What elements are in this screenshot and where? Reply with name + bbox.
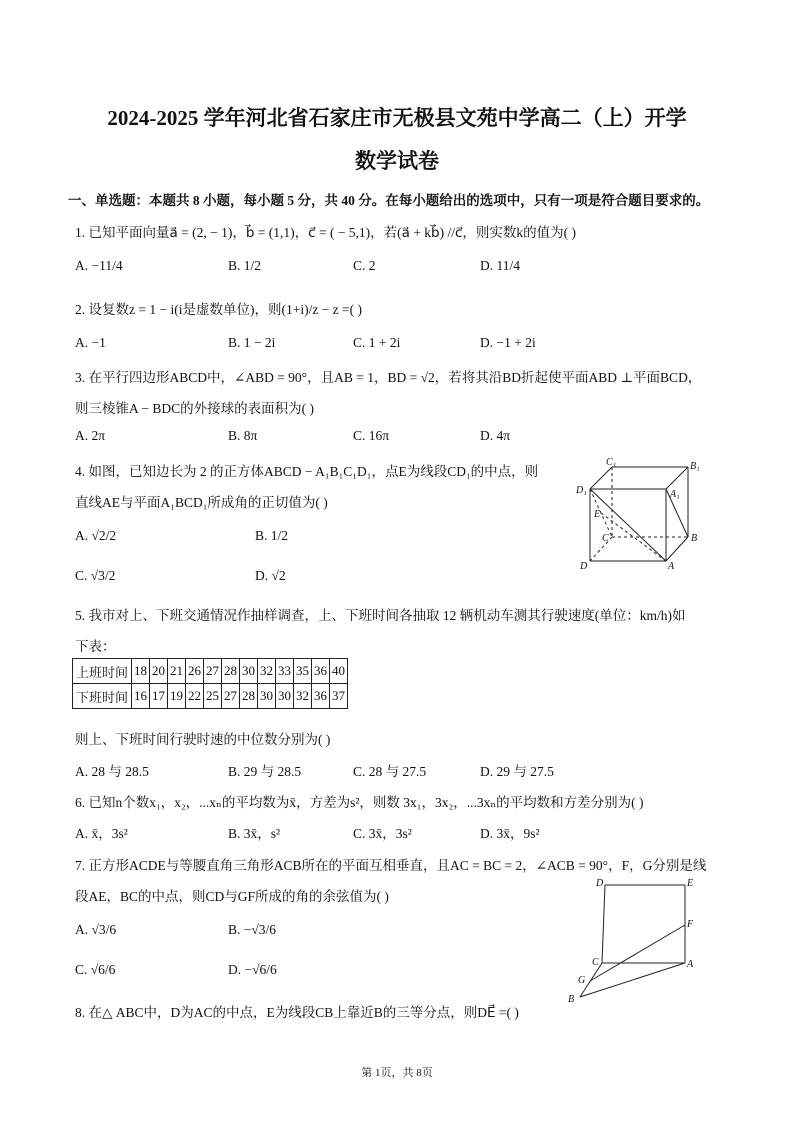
table-cell: 33 xyxy=(276,659,294,684)
row-label: 上班时间 xyxy=(73,659,132,684)
q4-option-c: C. √3/2 xyxy=(75,568,116,583)
question-7: 7. 正方形ACDE与等腰直角三角形ACB所在的平面互相垂直，且AC = BC = 2，∠ACB = 90°，F，G分别是线 xyxy=(75,858,707,873)
q7-option-b: B. −√3/6 xyxy=(228,922,277,937)
q3-option-d: D. 4π xyxy=(480,428,511,443)
table-cell: 30 xyxy=(258,684,276,709)
table-cell: 32 xyxy=(294,684,312,709)
table-cell: 36 xyxy=(312,684,330,709)
label-b1: B₁ xyxy=(690,461,700,472)
speed-table xyxy=(72,658,348,709)
table-cell: 18 xyxy=(132,659,150,684)
question-6: 6. 已知n个数x₁，x₂，...xₙ的平均数为x̄，方差为s²，则数 3x₁，3x₂，...3xₙ的平均数和方差分别为( ) xyxy=(75,795,644,810)
label-b: B xyxy=(568,994,575,1005)
q2-option-a: A. −1 xyxy=(75,335,106,350)
table-cell: 36 xyxy=(312,659,330,684)
question-3: 3. 在平行四边形ABCD中，∠ABD = 90°，且AB = 1，BD = √2，若将其沿BD折起使平面ABD ⊥平面BCD， xyxy=(75,370,702,385)
question-4: 4. 如图，已知边长为 2 的正方体ABCD − A₁B₁C₁D₁，点E为线段CD₁的中点，则 xyxy=(75,464,539,479)
q1-option-b: B. 1/2 xyxy=(228,258,262,273)
label-d1: D₁ xyxy=(576,485,587,496)
q7-option-d: D. −√6/6 xyxy=(228,962,277,977)
q7-option-c: C. √6/6 xyxy=(75,962,116,977)
q6-option-c: C. 3x̄，3s² xyxy=(353,826,412,841)
table-cell: 40 xyxy=(330,659,348,684)
table-cell: 25 xyxy=(204,684,222,709)
q2-option-d: D. −1 + 2i xyxy=(480,335,536,350)
label-e: E xyxy=(594,509,601,520)
table-cell: 26 xyxy=(186,659,204,684)
q2-option-c: C. 1 + 2i xyxy=(353,335,401,350)
table-row xyxy=(73,684,348,709)
table-cell: 35 xyxy=(294,659,312,684)
label-f: F xyxy=(687,919,694,930)
table-cell: 16 xyxy=(132,684,150,709)
table-row xyxy=(73,659,348,684)
q7-option-a: A. √3/6 xyxy=(75,922,117,937)
row-label: 下班时间 xyxy=(73,684,132,709)
q1-option-a: A. −11/4 xyxy=(75,258,123,273)
question-2: 2. 设复数z = 1 − i(i是虚数单位)，则(1+i)/z − z =( ) xyxy=(75,302,363,317)
q5-option-d: D. 29 与 27.5 xyxy=(480,764,554,779)
q5-option-c: C. 28 与 27.5 xyxy=(353,764,427,779)
q5-option-b: B. 29 与 28.5 xyxy=(228,764,302,779)
question-8: 8. 在△ ABC中，D为AC的中点，E为线段CB上靠近B的三等分点，则DE⃗ =( ) xyxy=(75,1005,519,1020)
q3-option-c: C. 16π xyxy=(353,428,390,443)
q3-option-b: B. 8π xyxy=(228,428,258,443)
label-a: A xyxy=(668,561,675,572)
q6-option-b: B. 3x̄，s² xyxy=(228,826,281,841)
q3-option-a: A. 2π xyxy=(75,428,106,443)
table-cell: 37 xyxy=(330,684,348,709)
page-footer: 第 1页，共 8页 xyxy=(361,1067,433,1079)
table-cell: 28 xyxy=(222,659,240,684)
q5-option-a: A. 28 与 28.5 xyxy=(75,764,149,779)
question-5-cont: 下表： xyxy=(75,639,116,654)
q4-option-d: D. √2 xyxy=(255,568,286,583)
exam-title: 2024-2025 学年河北省石家庄市无极县文苑中学高二（上）开学 xyxy=(107,106,687,130)
table-cell: 30 xyxy=(240,659,258,684)
table-cell: 27 xyxy=(204,659,222,684)
section-heading: 一、单选题：本题共 8 小题，每小题 5 分，共 40 分。在每小题给出的选项中，只有一项是符合题目要求的。 xyxy=(68,193,710,208)
label-g: G xyxy=(578,975,586,986)
table-cell: 19 xyxy=(168,684,186,709)
label-a: A xyxy=(687,959,694,970)
question-5: 5. 我市对上、下班交通情况作抽样调查，上、下班时间各抽取 12 辆机动车测其行驶速度(单位：km/h)如 xyxy=(75,608,686,623)
label-c: C xyxy=(602,533,609,544)
label-d: D xyxy=(596,878,604,889)
question-3-cont: 则三棱锥A − BDC的外接球的表面积为( ) xyxy=(75,401,314,416)
q6-option-a: A. x̄，3s² xyxy=(75,826,128,841)
label-c: C xyxy=(592,957,599,968)
table-cell: 20 xyxy=(150,659,168,684)
question-7-cont: 段AE，BC的中点，则CD与GF所成的角的余弦值为( ) xyxy=(75,889,389,904)
cube-figure xyxy=(570,455,710,575)
label-d: D xyxy=(580,561,588,572)
question-4-cont: 直线AE与平面A₁BCD₁所成角的正切值为( ) xyxy=(75,495,328,510)
label-c1: C₁ xyxy=(606,457,617,468)
table-cell: 22 xyxy=(186,684,204,709)
table-cell: 17 xyxy=(150,684,168,709)
label-e: E xyxy=(687,878,694,889)
exam-subtitle: 数学试卷 xyxy=(355,149,439,173)
table-cell: 21 xyxy=(168,659,186,684)
q4-option-a: A. √2/2 xyxy=(75,528,117,543)
q2-option-b: B. 1 − 2i xyxy=(228,335,276,350)
plane-figure xyxy=(560,875,705,1007)
q1-option-d: D. 11/4 xyxy=(480,258,520,273)
table-cell: 28 xyxy=(240,684,258,709)
label-b: B xyxy=(691,533,698,544)
table-cell: 32 xyxy=(258,659,276,684)
question-1: 1. 已知平面向量a⃗ = (2, − 1)，b⃗ = (1,1)，c⃗ = ( − 5,1)，若(a⃗ + kb⃗) //c⃗，则实数k的值为( ) xyxy=(75,225,577,240)
question-5-prompt: 则上、下班时间行驶时速的中位数分别为( ) xyxy=(75,732,331,747)
q6-option-d: D. 3x̄，9s² xyxy=(480,826,540,841)
q4-option-b: B. 1/2 xyxy=(255,528,289,543)
table-cell: 27 xyxy=(222,684,240,709)
table-cell: 30 xyxy=(276,684,294,709)
q1-option-c: C. 2 xyxy=(353,258,376,273)
label-a1: A₁ xyxy=(670,489,680,500)
